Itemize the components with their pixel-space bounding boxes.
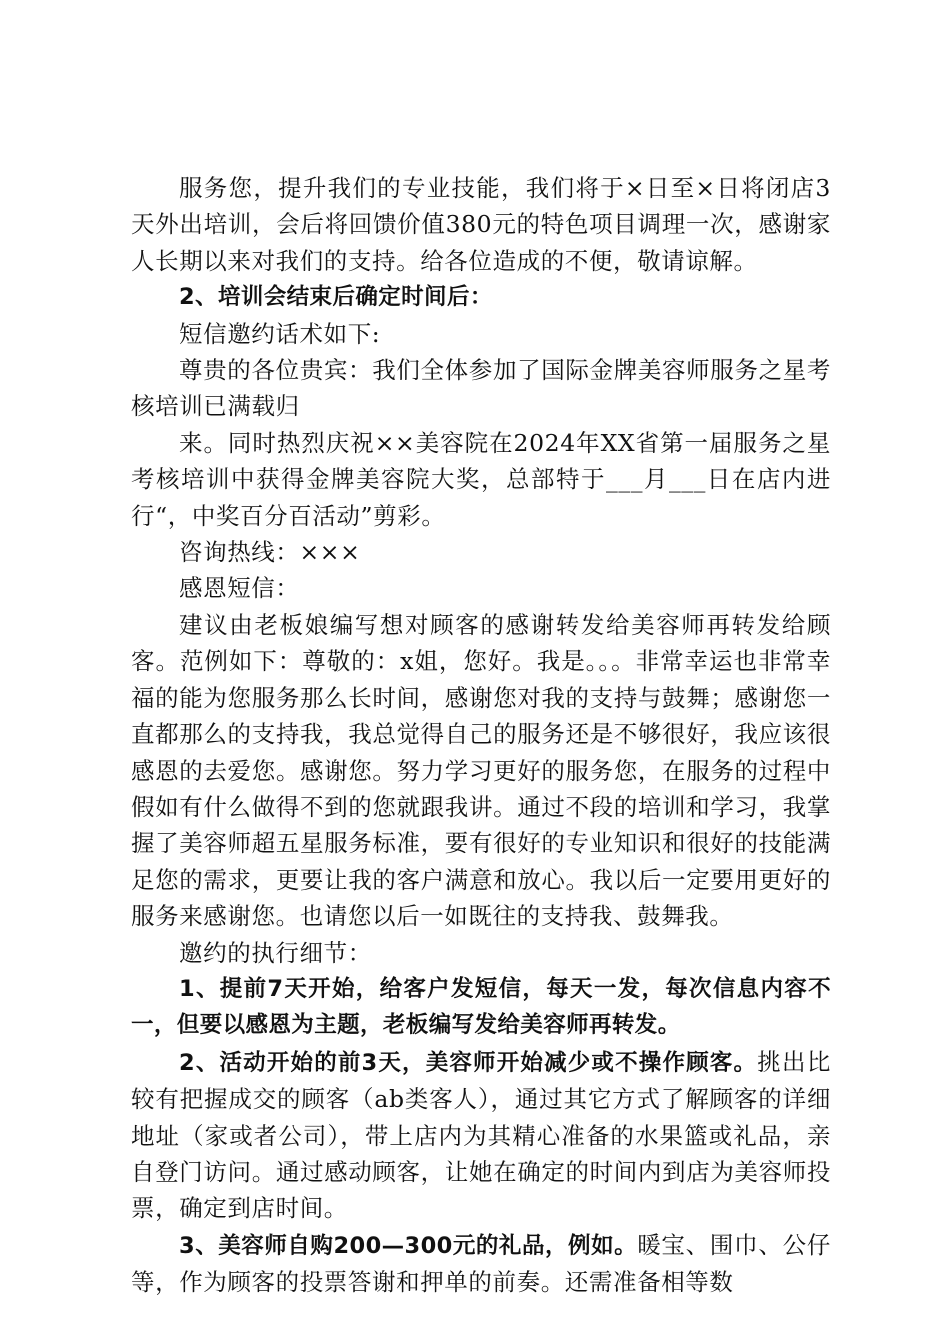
paragraph-closure-notice: 服务您，提升我们的专业技能，我们将于×日至×日将闭店3天外出培训，会后将回馈价值380元的特色项目调理一次，感谢家人长期以来对我们的支持。给各位造成的不便，敬请谅解。: [131, 174, 831, 275]
paragraph-sms-intro: 短信邀约话术如下:: [179, 319, 381, 348]
step-2-bold-lead: 2、活动开始的前3天，美容师开始减少或不操作顾客。: [179, 1049, 758, 1076]
paragraph-sms-celebration: 来。同时热烈庆祝××美容院在2024年XX省第一届服务之星考核培训中获得金牌美容院大奖，总部特于___月___日在店内进行“，中奖百分百活动”剪彩。: [131, 428, 831, 530]
paragraph-hotline: 咨询热线：×××: [179, 538, 361, 567]
step-3-text: 暖宝、围巾、公仔等，作为顾客的投票答谢和押单的前奏。还需准备相等数: [131, 1230, 831, 1297]
paragraph-step-1: 1、提前7天开始，给客户发短信，每天一发，每次信息内容不一，但要以感恩为主题，老板编写发给美容师再转发。: [131, 975, 831, 1039]
step-2-text: 挑出比较有把握成交的顾客（ab类客人），通过其它方式了解顾客的详细地址（家或者公司），带上店内为其精心准备的水果篮或礼品，亲自登门访问。通过感动顾客，让她在确定的时间内到店为美容师投票，确定到店时间。: [131, 1047, 831, 1223]
paragraph-step-3: [131, 1227, 831, 1301]
paragraph-execution-title: 邀约的执行细节：: [179, 938, 372, 967]
paragraph-thanks-sms-example: 建议由老板娘编写想对顾客的感谢转发给美容师再转发给顾客。范例如下：尊敬的：x姐，您好。我是。。。非常幸运也非常幸福的能为您服务那么长时间，感谢您对我的支持与鼓舞；感谢您一直都那么的支持我，我总觉得自己的服务还是不够很好，我应该很感恩的去爱您。感谢您。努力学习更好的服务您，在服务的过程中假如有什么做得不到的您就跟我讲。通过不段的培训和学习，我掌握了美容师超五星服务标准，要有很好的专业知识和很好的技能满足您的需求，更要让我的客户满意和放心。我以后一定要用更好的服务来感谢您。也请您以后一如既往的支持我、鼓舞我。: [131, 610, 831, 931]
paragraph-sms-greeting: 尊贵的各位贵宾：我们全体参加了国际金牌美容师服务之星考核培训已满载归: [131, 356, 831, 421]
heading-after-training: 2、培训会结束后确定时间后：: [179, 284, 493, 311]
paragraph-step-2: [131, 1044, 831, 1227]
document-body: [131, 170, 831, 1301]
paragraph-thanks-sms-title: 感恩短信：: [179, 574, 300, 603]
step-3-bold-lead: 3、美容师自购200—300元的礼品，例如。: [179, 1232, 638, 1259]
